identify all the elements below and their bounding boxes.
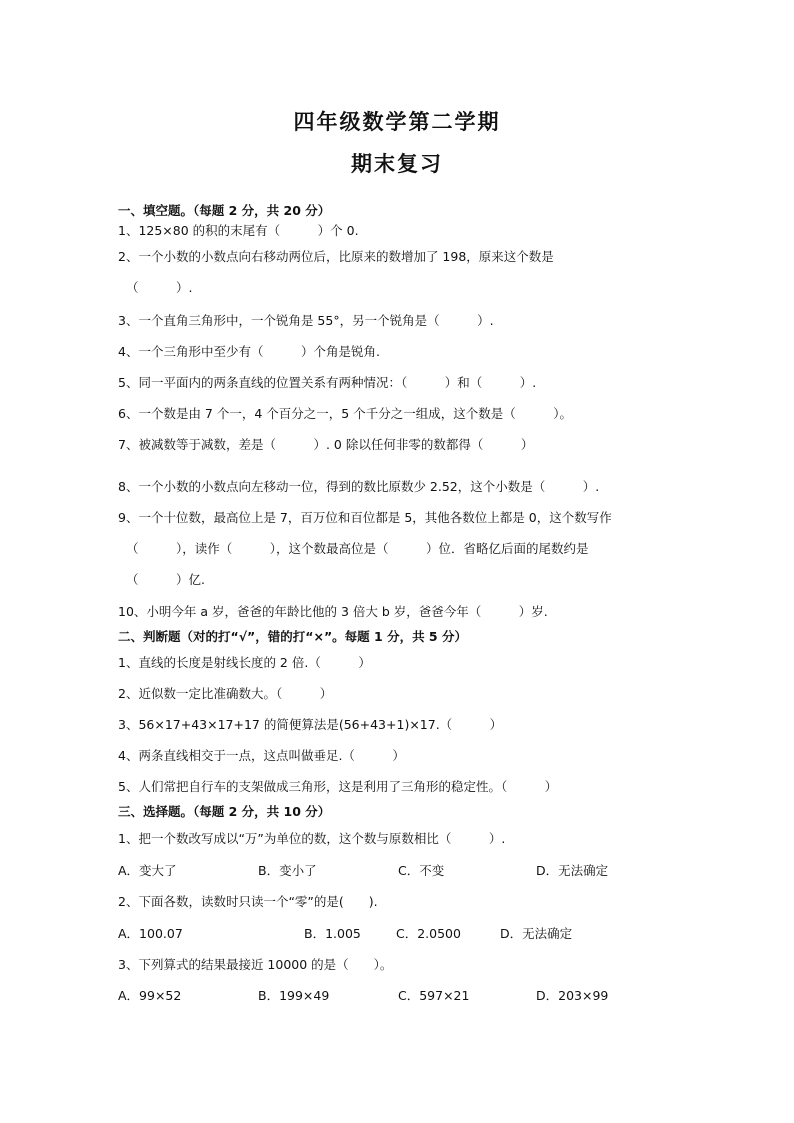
s1-question-1: 1、125×80 的积的末尾有（ ）个 0. <box>118 223 359 238</box>
s3-q3-option-c: C．597×21 <box>398 988 470 1003</box>
s1-question-8: 8、一个小数的小数点向左移动一位，得到的数比原数少 2.52，这个小数是（ ）. <box>118 479 600 494</box>
s1-question-3: 3、一个直角三角形中，一个锐角是 55°，另一个锐角是（ ）. <box>118 313 494 328</box>
s3-q3-option-d: D．203×99 <box>536 988 609 1003</box>
s3-question-1: 1、把一个数改写成以“万”为单位的数，这个数与原数相比（ ）. <box>118 831 506 846</box>
s2-question-2: 2、近似数一定比准确数大。（ ） <box>118 686 333 701</box>
s3-q2-option-a: A．100.07 <box>118 926 183 941</box>
s3-q1-option-a: A．变大了 <box>118 863 177 878</box>
page-title: 四年级数学第二学期 <box>293 109 501 134</box>
s3-q1-option-d: D．无法确定 <box>536 863 609 878</box>
s1-question-6: 6、一个数是由 7 个一，4 个百分之一，5 个千分之一组成，这个数是（ ）。 <box>118 406 572 421</box>
section1-heading: 一、填空题。（每题 2 分，共 20 分） <box>118 203 331 218</box>
page-subtitle: 期末复习 <box>351 151 443 176</box>
s3-q1-option-b: B．变小了 <box>258 863 317 878</box>
section2-heading: 二、判断题（对的打“√”，错的打“×”。每题 1 分，共 5 分） <box>118 629 467 644</box>
s1-question-7: 7、被减数等于减数，差是（ ）. 0 除以任何非零的数都得（ ） <box>118 437 534 452</box>
s3-q2-option-d: D．无法确定 <box>500 926 573 941</box>
s1-question-9: 9、一个十位数，最高位上是 7，百万位和百位都是 5，其他各数位上都是 0，这个数写作 <box>118 510 612 525</box>
section3-heading: 三、选择题。（每题 2 分，共 10 分） <box>118 804 331 819</box>
s2-question-3: 3、56×17+43×17+17 的简便算法是(56+43+1)×17.（ ） <box>118 717 503 732</box>
s2-question-1: 1、直线的长度是射线长度的 2 倍.（ ） <box>118 655 371 670</box>
s1-question-9-cont2: （ ）亿. <box>126 572 205 587</box>
s1-question-2-cont: （ ）. <box>126 280 193 295</box>
s1-question-9-cont1: （ ），读作（ ），这个数最高位是（ ）位．省略亿后面的尾数约是 <box>126 541 589 556</box>
s1-question-10: 10、小明今年 a 岁，爸爸的年龄比他的 3 倍大 b 岁，爸爸今年（ ）岁. <box>118 604 548 619</box>
s3-q3-option-a: A．99×52 <box>118 988 182 1003</box>
s1-question-5: 5、同一平面内的两条直线的位置关系有两种情况：（ ）和（ ）. <box>118 375 537 390</box>
s3-question-2: 2、下面各数，读数时只读一个“零”的是( ). <box>118 894 378 909</box>
s3-q2-option-b: B．1.005 <box>304 926 361 941</box>
s1-question-2: 2、一个小数的小数点向右移动两位后，比原来的数增加了 198，原来这个数是 <box>118 249 554 264</box>
s3-q3-option-b: B．199×49 <box>258 988 330 1003</box>
s3-q1-option-c: C．不变 <box>398 863 445 878</box>
s2-question-5: 5、人们常把自行车的支架做成三角形，这是利用了三角形的稳定性。（ ） <box>118 779 558 794</box>
s2-question-4: 4、两条直线相交于一点，这点叫做垂足.（ ） <box>118 748 405 763</box>
s3-question-3: 3、下列算式的结果最接近 10000 的是（ ）。 <box>118 957 393 972</box>
s1-question-4: 4、一个三角形中至少有（ ）个角是锐角. <box>118 344 380 359</box>
s3-q2-option-c: C．2.0500 <box>396 926 461 941</box>
